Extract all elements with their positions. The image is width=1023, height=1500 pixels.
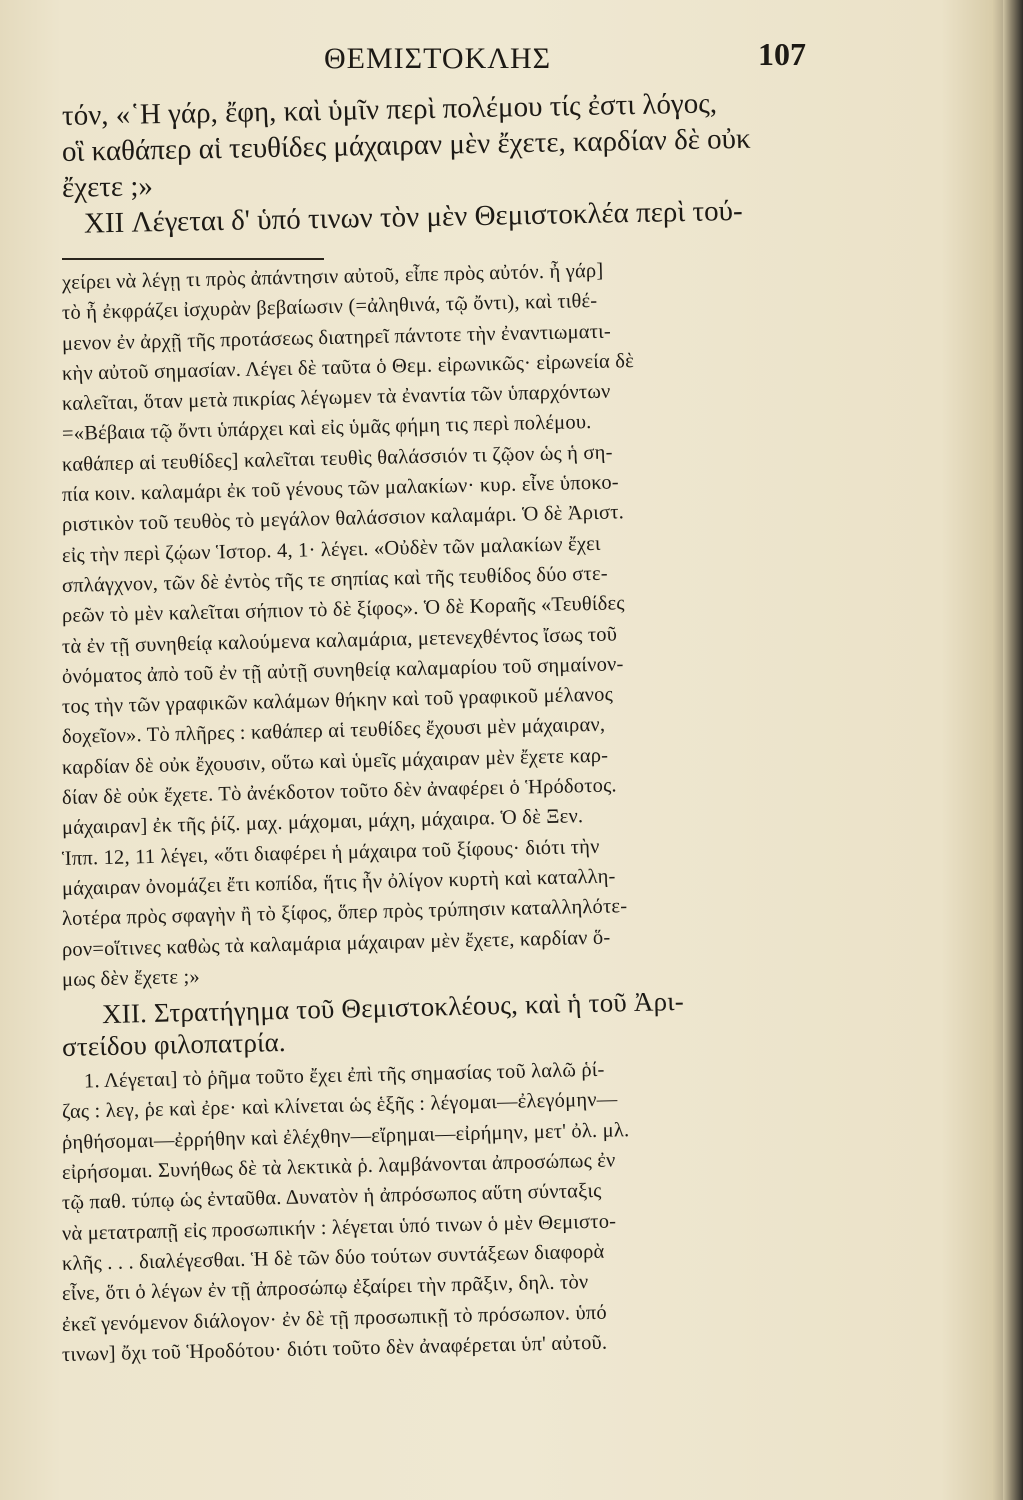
note-line: μάχαιραν ὀνομάζει ἔτι κοπίδα, ἥτις ἦν ὀλίγον κυρτὴ καὶ καταλλη-: [61, 865, 616, 900]
running-title: ΘΕΜΙΣΤΟΚΛΗΣ: [324, 42, 552, 75]
note-line: ῥηθήσομαι—ἐρρήθην καὶ ἐλέχθην—εἴρημαι—εἰρήμην, μετ' ὀλ. μλ.: [61, 1118, 630, 1154]
note-line: νὰ μετατραπῇ εἰς προσωπικήν : λέγεται ὑπό τινων ὁ μὲν Θεμιστο-: [61, 1210, 617, 1245]
main-text: [61, 87, 822, 242]
note-line: καθάπερ αἱ τευθίδες] καλεῖται τευθὶς θαλάσσιόν τι ζῷον ὡς ἡ ση-: [61, 441, 613, 476]
note-line: εἰς τὴν περὶ ζῴων Ἱστορ. 4, 1· λέγει. «Οὐδὲν τῶν μαλακίων ἔχει: [61, 532, 601, 567]
note-line: κλῆς . . . διαλέγεσθαι. Ἡ δὲ τῶν δύο τούτων συντάξεων διαφορὰ: [61, 1240, 605, 1275]
page-header: [60, 36, 940, 86]
note-line: εἰρήσομαι. Συνήθως δὲ τὰ λεκτικὰ ῥ. λαμβάνονται ἀπροσώπως ἐν: [61, 1149, 616, 1185]
note-line: λοτέρα πρὸς σφαγὴν ἢ τὸ ξίφος, ὅπερ πρὸς τρύπησιν καταλληλότε-: [61, 895, 628, 931]
book-spine-edge: [1003, 0, 1023, 1500]
note-line: μάχαιραν] ἐκ τῆς ῥίζ. μαχ. μάχομαι, μάχη, μάχαιρα. Ὁ δὲ Ξεν.: [61, 805, 584, 840]
note-line: τος τὴν τῶν γραφικῶν καλάμων θήκην καὶ τοῦ γραφικοῦ μέλανος: [61, 683, 614, 719]
commentary-notes: [61, 259, 822, 1370]
note-line: τῷ παθ. τύπῳ ὡς ἐνταῦθα. Δυνατὸν ἡ ἀπρόσωπος αὕτη σύνταξις: [61, 1180, 602, 1215]
section-heading-line: XII. Στρατήγημα τοῦ Θεμιστοκλέους, καὶ ἡ τοῦ Ἀρι-: [101, 986, 685, 1030]
main-text-line: XII Λέγεται δ' ὑπό τινων τὸν μὲν Θεμιστοκλέα περὶ τού-: [83, 194, 743, 240]
footnote-divider: [62, 258, 324, 260]
note-line: πία κοιν. καλαμάρι ἐκ τοῦ γένους τῶν μαλακίων· κυρ. εἶνε ὑποκο-: [61, 471, 620, 507]
note-line: =«Βέβαια τῷ ὄντι ὑπάρχει καὶ εἰς ὑμᾶς φήμη τις περὶ πολέμου.: [61, 411, 592, 446]
commentary-notes-continued: [61, 1058, 822, 1370]
main-text-line: τόν, «῾Η γάρ, ἔφη, καὶ ὑμῖν περὶ πολέμου τίς ἐστι λόγος,: [61, 87, 718, 132]
note-line: μως δὲν ἔχετε ;»: [61, 965, 201, 991]
section-heading-line: στείδου φιλοπατρία.: [61, 1027, 287, 1063]
note-line: τὰ ἐν τῇ συνηθείᾳ καλούμενα καλαμάρια, μετενεχθέντος ἴσως τοῦ: [61, 622, 618, 658]
note-line: καλεῖται, ὅταν μετὰ πικρίας λέγωμεν τὰ ἐναντία τῶν ὑπαρχόντων: [61, 380, 611, 416]
note-line: τινων] ὄχι τοῦ Ἡροδότου· διότι τοῦτο δὲν ἀναφέρεται ὑπ' αὐτοῦ.: [61, 1331, 608, 1366]
note-line: σπλάγχνον, τῶν δὲ ἐντὸς τῆς τε σηπίας καὶ τῆς τευθίδος δύο στε-: [61, 562, 609, 597]
note-line: ὀνόματος ἀπὸ τοῦ ἐν τῇ αὐτῇ συνηθείᾳ καλαμαρίου τοῦ σημαίνον-: [61, 653, 624, 688]
note-line: εἶνε, ὅτι ὁ λέγων ἐν τῇ ἀπροσώπῳ ἐξαίρει τὴν πρᾶξιν, δηλ. τὸν: [61, 1271, 589, 1306]
note-line: δίαν δὲ οὐκ ἔχετε. Τὸ ἀνέκδοτον τοῦτο δὲν ἀναφέρει ὁ Ἡρόδοτος.: [61, 774, 617, 810]
note-line: χείρει νὰ λέγῃ τι πρὸς ἀπάντησιν αὐτοῦ, εἶπε πρὸς αὐτόν. ἦ γάρ]: [61, 259, 604, 294]
note-line: μενον ἐν ἀρχῇ τῆς προτάσεως διατηρεῖ πάντοτε τὴν ἐναντιωματι-: [61, 320, 612, 355]
note-line: 1. Λέγεται] τὸ ῥῆμα τοῦτο ἔχει ἐπὶ τῆς σημασίας τοῦ λαλῶ ῥί-: [83, 1058, 605, 1093]
note-line: τὸ ἦ ἐκφράζει ἰσχυρὰν βεβαίωσιν (=ἀληθινά, τῷ ὄντι), καὶ τιθέ-: [61, 290, 598, 325]
note-line: ρον=οἵτινες καθὼς τὰ καλαμάρια μάχαιραν μὲν ἔχετε, καρδίαν ὅ-: [61, 926, 611, 961]
note-line: ζας : λεγ, ῥε καὶ ἐρε· καὶ κλίνεται ὡς ἑξῆς : λέγομαι—ἐλεγόμην—: [61, 1088, 618, 1124]
note-line: ριστικὸν τοῦ τευθὸς τὸ μεγάλον θαλάσσιον καλαμάρι. Ὁ δὲ Ἀριστ.: [61, 501, 625, 537]
page-number: 107: [758, 36, 806, 72]
note-line: κὴν αὐτοῦ σημασίαν. Λέγει δὲ ταῦτα ὁ Θεμ. εἰρωνικῶς· εἰρωνεία δὲ: [61, 349, 635, 385]
note-line: καρδίαν δὲ οὐκ ἔχουσιν, οὕτω καὶ ὑμεῖς μάχαιραν μὲν ἔχετε καρ-: [61, 744, 609, 779]
main-text-line: οἳ καθάπερ αἱ τευθίδες μάχαιραν μὲν ἔχετε, καρδίαν δὲ οὐκ: [61, 122, 751, 168]
note-line: ἐκεῖ γενόμενον διάλογον· ἐν δὲ τῇ προσωπικῇ τὸ πρόσωπον. ὑπό: [61, 1301, 608, 1336]
main-text-line: ἔχετε ;»: [61, 170, 154, 204]
note-line: Ἱππ. 12, 11 λέγει, «ὅτι διαφέρει ἡ μάχαιρα τοῦ ξίφους· διότι τὴν: [61, 835, 600, 870]
note-line: δοχεῖον». Τὸ πλῆρες : καθάπερ αἱ τευθίδες ἔχουσι μὲν μάχαιραν,: [61, 714, 606, 749]
note-line: ρεῶν τὸ μὲν καλεῖται σήπιον τὸ δὲ ξίφος». Ὁ δὲ Κοραῆς «Τευθίδες: [61, 592, 625, 628]
